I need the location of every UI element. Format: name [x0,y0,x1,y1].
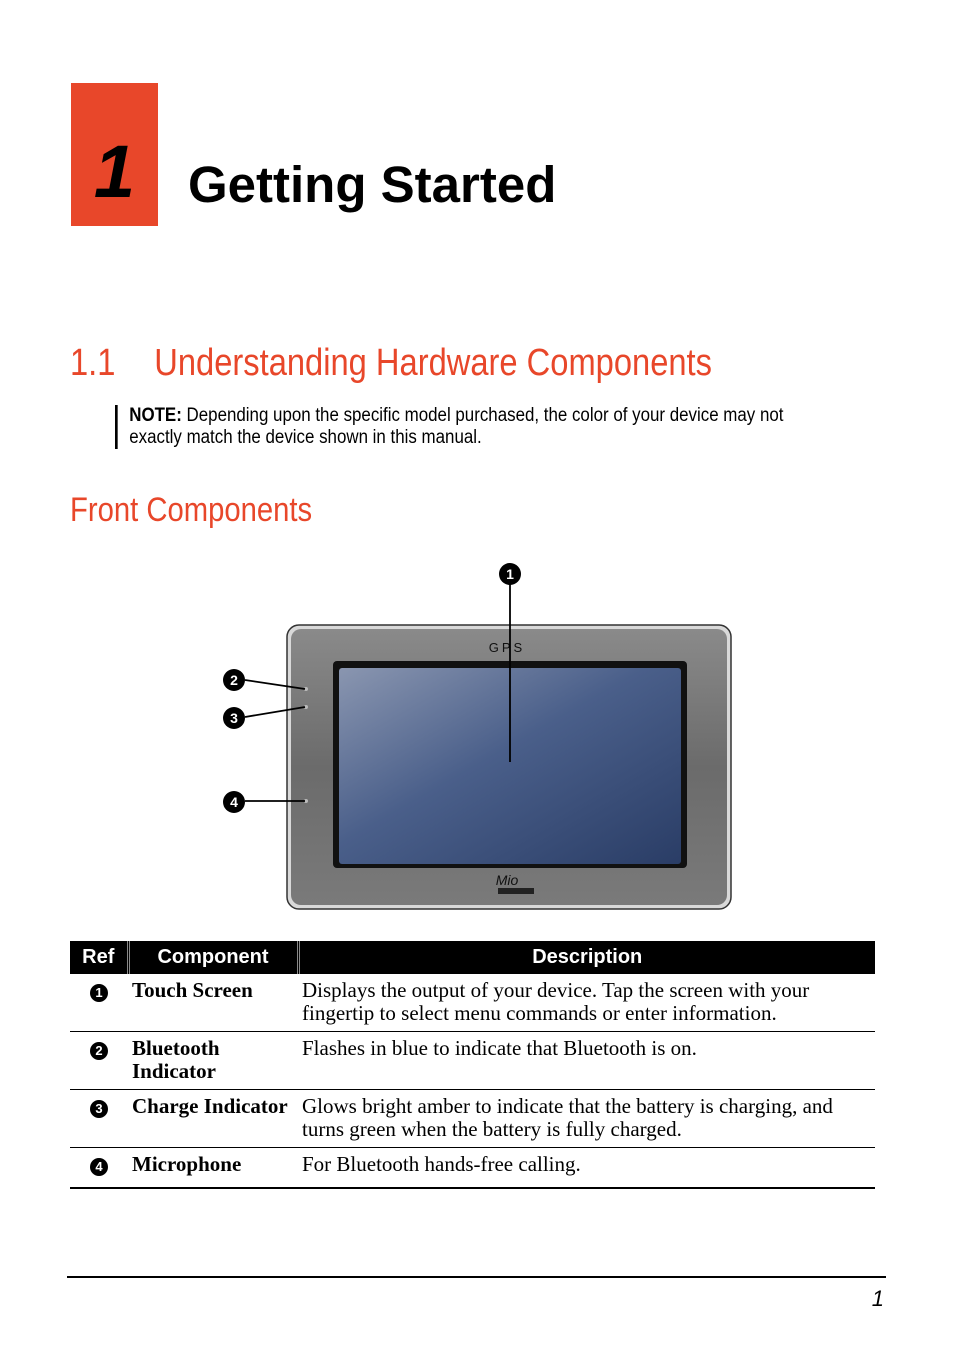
description-cell: Flashes in blue to indicate that Bluetooth is on. [298,1032,875,1090]
subsection-heading: Front Components [70,491,313,529]
ref-cell [70,974,128,1032]
ref-badge: 1 [90,984,108,1002]
callout-3-label: 3 [230,710,238,726]
device-bottom-badge [498,888,534,894]
table-row [70,1090,875,1148]
table-row [70,1032,875,1090]
ref-cell [70,1148,128,1189]
description-cell: For Bluetooth hands-free calling. [298,1148,875,1189]
header-description: Description [298,941,875,974]
component-cell: Charge Indicator [128,1090,298,1148]
components-table [70,941,875,1189]
note-text: Depending upon the specific model purchased, the color of your device may not exactly match the device shown in this manual. [129,405,784,448]
device-front-figure [215,555,745,915]
chapter-title: Getting Started [188,156,557,213]
device-top-logo: GPS [488,640,526,655]
table-row [70,1148,875,1189]
ref-badge: 3 [90,1100,108,1118]
callout-1-label: 1 [506,566,514,582]
note-label: NOTE: [129,405,182,426]
device-bottom-logo: Mio [495,872,519,888]
table-row [70,974,875,1032]
chapter-number-box [71,83,158,226]
component-cell: Touch Screen [128,974,298,1032]
callout-4 [223,791,245,813]
header-ref: Ref [70,941,128,974]
ref-cell [70,1032,128,1090]
section-title: Understanding Hardware Components [154,342,712,384]
callout-4-label: 4 [230,794,238,810]
ref-badge: 2 [90,1042,108,1060]
table-header-row [70,941,875,974]
callout-2-label: 2 [230,672,238,688]
note-box [115,405,806,449]
callout-1 [499,563,521,585]
description-cell: Displays the output of your device. Tap the screen with your fingertip to select menu commands or enter information. [298,974,875,1032]
callout-3 [223,707,245,729]
description-cell: Glows bright amber to indicate that the battery is charging, and turns green when the battery is fully charged. [298,1090,875,1148]
chapter-number: 1 [93,130,136,213]
page-number: 1 [871,1286,884,1311]
callout-2 [223,669,245,691]
ref-cell [70,1090,128,1148]
ref-badge: 4 [90,1158,108,1176]
footer-rule [67,1276,886,1278]
component-cell: Microphone [128,1148,298,1189]
section-number: 1.1 [70,342,116,384]
header-component: Component [128,941,298,974]
component-cell: Bluetooth Indicator [128,1032,298,1090]
section-heading [70,340,712,386]
